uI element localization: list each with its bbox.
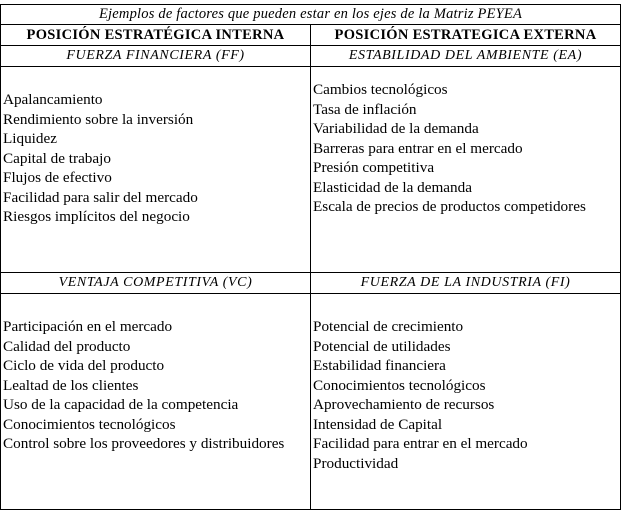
list-item: Intensidad de Capital xyxy=(313,415,443,433)
list-item: Potencial de crecimiento xyxy=(313,318,464,335)
list-item: Participación en el mercado xyxy=(3,318,173,335)
list-item: Control sobre los proveedores y distribuidores xyxy=(3,435,285,452)
list-item: Barreras para entrar en el mercado xyxy=(313,139,523,157)
financial-strength-title: FUERZA FINANCIERA (FF) xyxy=(1,46,311,67)
environment-stability-list xyxy=(311,67,621,273)
list-item: Productividad xyxy=(313,454,399,472)
list-item: Variabilidad de la demanda xyxy=(313,120,479,137)
internal-position-header: POSICIÓN ESTRATÉGICA INTERNA xyxy=(1,25,311,46)
list-item: Uso de la capacidad de la competencia xyxy=(3,396,239,413)
list-item: Tasa de inflación xyxy=(313,100,417,118)
list-item: Liquidez xyxy=(3,130,57,147)
list-item: Facilidad para entrar en el mercado xyxy=(313,435,528,452)
industry-strength-list xyxy=(311,294,621,510)
environment-stability-title: ESTABILIDAD DEL AMBIENTE (EA) xyxy=(311,46,621,67)
list-item: Cambios tecnológicos xyxy=(313,81,448,98)
financial-strength-list xyxy=(1,67,311,273)
external-position-header: POSICIÓN ESTRATEGICA EXTERNA xyxy=(311,25,621,46)
list-item: Aprovechamiento de recursos xyxy=(313,396,495,413)
list-item: Rendimiento sobre la inversión xyxy=(3,110,194,128)
list-item: Escala de precios de productos competidores xyxy=(313,198,586,215)
list-item: Flujos de efectivo xyxy=(3,169,112,186)
list-item: Conocimientos tecnológicos xyxy=(3,415,176,433)
list-item: Calidad del producto xyxy=(3,337,131,355)
list-item: Apalancamiento xyxy=(3,91,103,108)
competitive-advantage-title: VENTAJA COMPETITIVA (VC) xyxy=(1,273,311,294)
list-item: Elasticidad de la demanda xyxy=(313,178,472,196)
list-item: Potencial de utilidades xyxy=(313,337,451,355)
list-item: Ciclo de vida del producto xyxy=(3,357,165,374)
list-item: Estabilidad financiera xyxy=(313,357,446,374)
list-item: Capital de trabajo xyxy=(3,149,111,167)
list-item: Facilidad para salir del mercado xyxy=(3,188,198,206)
industry-strength-title: FUERZA DE LA INDUSTRIA (FI) xyxy=(311,273,621,294)
table-caption: Ejemplos de factores que pueden estar en los ejes de la Matriz PEYEA xyxy=(1,5,621,25)
competitive-advantage-list xyxy=(1,294,311,510)
list-item: Presión competitiva xyxy=(313,159,435,176)
peyea-factors-table xyxy=(0,4,621,510)
list-item: Conocimientos tecnológicos xyxy=(313,376,486,394)
list-item: Lealtad de los clientes xyxy=(3,376,139,394)
list-item: Riesgos implícitos del negocio xyxy=(3,208,190,225)
